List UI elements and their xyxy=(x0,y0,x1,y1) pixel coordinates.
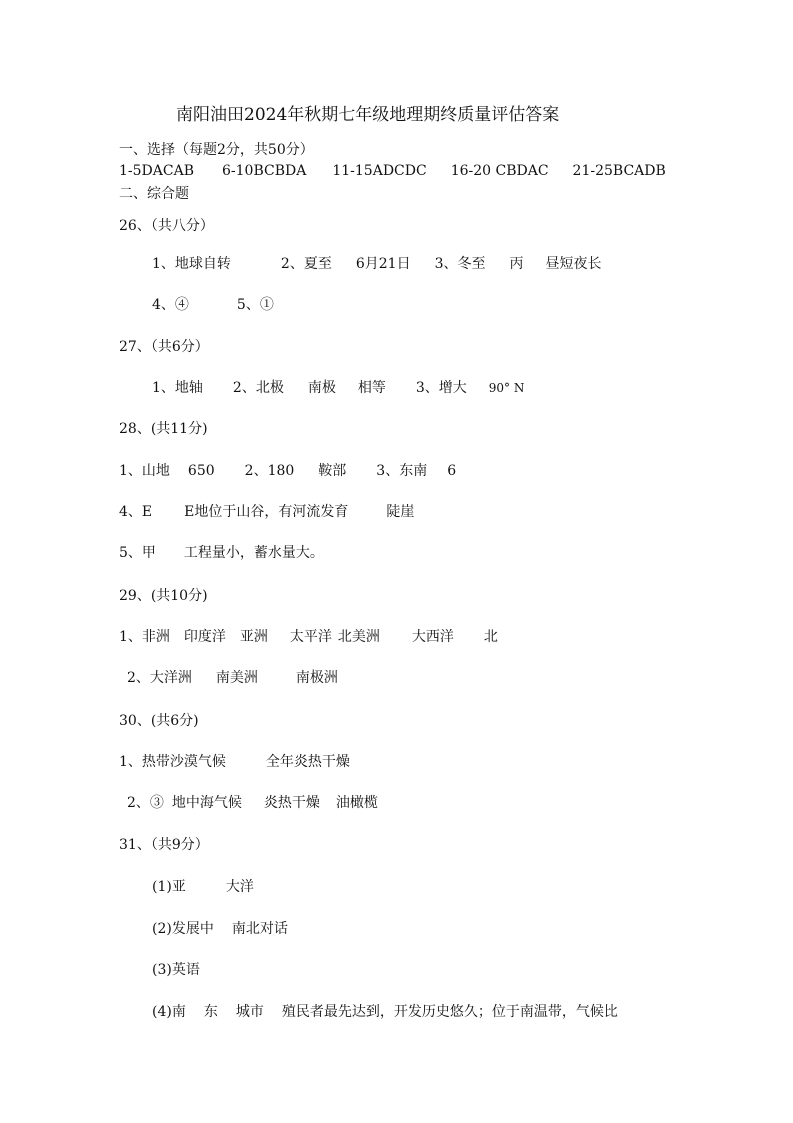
answer-text: 北美洲 xyxy=(337,629,380,645)
answer-text: 1、热带沙漠气候 xyxy=(119,754,226,770)
answer-text: 城市 xyxy=(235,1004,264,1020)
q28-line2 xyxy=(119,502,414,522)
answer-text: 东 xyxy=(203,1004,218,1020)
answer-text: 5、甲 xyxy=(119,545,156,561)
q28-heading: 28、(共11分) xyxy=(119,421,208,437)
q26-heading: 26、（共八分） xyxy=(119,218,214,234)
page-title: 南阳油田2024年秋期七年级地理期终质量评估答案 xyxy=(176,105,560,125)
choice-answer: 1-5DACAB xyxy=(119,163,194,179)
q26-line2 xyxy=(152,295,274,315)
answer-text: 大洋 xyxy=(225,879,254,895)
answer-text: 4、E xyxy=(119,504,153,520)
answer-text: 3、东南 xyxy=(376,463,428,479)
answer-text: 1、非洲 xyxy=(119,629,170,645)
choice-answer: 11-15ADCDC xyxy=(332,163,427,179)
answer-text: 亚洲 xyxy=(239,629,268,645)
choice-answer: 21-25BCADB xyxy=(572,163,666,179)
answer-text: 南极洲 xyxy=(295,670,338,686)
answer-text: 4、④ xyxy=(152,297,189,313)
q27-line1 xyxy=(152,378,524,398)
answer-text: 南北对话 xyxy=(231,921,288,937)
q30-line1 xyxy=(119,752,350,772)
answer-text: 大西洋 xyxy=(411,629,454,645)
answer-text: 1、地球自转 xyxy=(152,256,231,272)
answer-text: 2、大洋洲 xyxy=(127,670,192,686)
answer-text: 1、地轴 xyxy=(152,380,203,396)
answer-text: E地位于山谷，有河流发育 xyxy=(184,504,349,520)
choice-answer: 16-20 CBDAC xyxy=(450,163,549,179)
answer-text: 2、③ xyxy=(127,795,164,811)
answer-text: 1、山地 xyxy=(119,463,170,479)
answer-text: 2、180 xyxy=(244,463,295,479)
q26-line1 xyxy=(152,254,602,274)
q29-line1 xyxy=(119,627,498,647)
q29-heading: 29、(共10分) xyxy=(119,588,208,604)
answer-text: 6 xyxy=(447,463,457,479)
q29-line2 xyxy=(127,668,338,688)
answer-text: (1)亚 xyxy=(152,879,186,895)
answer-text: (2)发展中 xyxy=(152,921,214,937)
answer-text: 殖民者最先达到，开发历史悠久；位于南温带，气候比 xyxy=(281,1004,618,1020)
q30-heading: 30、(共6分) xyxy=(119,713,199,729)
answer-text: 相等 xyxy=(357,380,386,396)
answer-text: 印度洋 xyxy=(183,629,226,645)
answer-text: 丙 xyxy=(509,256,524,272)
answer-text: (4)南 xyxy=(152,1004,186,1020)
answer-text: 2、夏至 xyxy=(280,256,332,272)
answer-text: 地中海气候 xyxy=(171,795,242,811)
choice-answers-row xyxy=(119,161,666,181)
q31-heading: 31、（共9分） xyxy=(119,837,209,853)
answer-text: 南美洲 xyxy=(215,670,258,686)
q27-heading: 27、（共6分） xyxy=(119,339,209,355)
answer-text: 全年炎热干燥 xyxy=(265,754,350,770)
answer-text: (3)英语 xyxy=(152,962,200,978)
answer-text: 鞍部 xyxy=(318,463,347,479)
answer-text: 炎热干燥 xyxy=(263,795,320,811)
answer-text: 工程量小，蓄水量大。 xyxy=(183,545,324,561)
q31-line4 xyxy=(152,1002,618,1022)
q31-line1 xyxy=(152,877,254,897)
answer-text: 北 xyxy=(483,629,498,645)
section1-heading: 一、选择（每题2分，共50分） xyxy=(119,142,314,158)
q31-line2 xyxy=(152,919,288,939)
q28-line1 xyxy=(119,461,456,481)
section2-heading: 二、综合题 xyxy=(119,186,189,202)
q31-line3 xyxy=(152,960,200,980)
answer-text: 油橄榄 xyxy=(335,795,378,811)
answer-text: 2、北极 xyxy=(232,380,284,396)
choice-answer: 6-10BCBDA xyxy=(222,163,307,179)
answer-text: 6月21日 xyxy=(355,256,411,272)
answer-text: 太平洋 xyxy=(289,629,332,645)
answer-text: 陡崖 xyxy=(386,504,415,520)
answer-text: 昼短夜长 xyxy=(545,256,602,272)
answer-text: 650 xyxy=(187,463,215,479)
answer-text: 南极 xyxy=(307,380,336,396)
answer-text: 3、冬至 xyxy=(434,256,486,272)
q30-line2 xyxy=(127,793,378,813)
answer-text: 90° N xyxy=(488,381,525,395)
q28-line3 xyxy=(119,543,324,563)
answer-text: 5、① xyxy=(236,297,274,313)
answer-text: 3、增大 xyxy=(415,380,467,396)
